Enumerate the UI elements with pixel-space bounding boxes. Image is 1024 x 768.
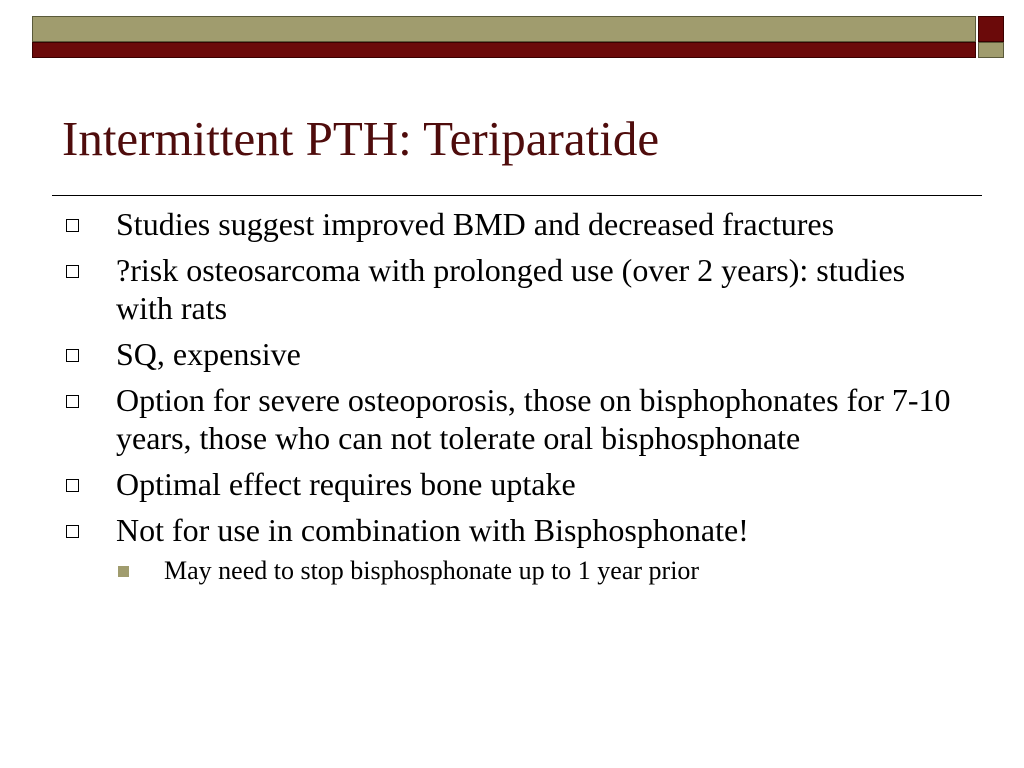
- hollow-square-icon: [66, 525, 79, 538]
- bullet-item: [60, 465, 960, 503]
- bullet-list: [60, 205, 960, 595]
- filled-square-icon: [118, 566, 129, 577]
- bullet-text: SQ, expensive: [116, 336, 301, 372]
- header-bar-maroon: [32, 42, 976, 58]
- bullet-text: Studies suggest improved BMD and decreased fractures: [116, 206, 835, 242]
- header-square-olive: [978, 42, 1004, 58]
- header-square-maroon: [978, 16, 1004, 42]
- title-divider: [52, 195, 982, 196]
- header-bar-olive: [32, 16, 976, 42]
- bullet-text: Not for use in combination with Bisphosphonate!: [116, 512, 749, 548]
- bullet-text: Optimal effect requires bone uptake: [116, 466, 576, 502]
- sub-bullet-list: [116, 555, 960, 587]
- bullet-item: [60, 205, 960, 243]
- bullet-item: [60, 335, 960, 373]
- bullet-item: [60, 381, 960, 457]
- hollow-square-icon: [66, 349, 79, 362]
- bullet-text: ?risk osteosarcoma with prolonged use (over 2 years): studies with rats: [116, 252, 906, 326]
- hollow-square-icon: [66, 395, 79, 408]
- bullet-text: Option for severe osteoporosis, those on bisphophonates for 7-10 years, those who can not tolerate oral bisphosphonate: [116, 382, 951, 456]
- bullet-item: [60, 511, 960, 587]
- bullet-item: [60, 251, 960, 327]
- slide-title: Intermittent PTH: Teriparatide: [62, 111, 660, 166]
- hollow-square-icon: [66, 219, 79, 232]
- hollow-square-icon: [66, 265, 79, 278]
- sub-bullet-text: May need to stop bisphosphonate up to 1 year prior: [164, 556, 700, 585]
- sub-bullet-item: [116, 555, 960, 587]
- hollow-square-icon: [66, 479, 79, 492]
